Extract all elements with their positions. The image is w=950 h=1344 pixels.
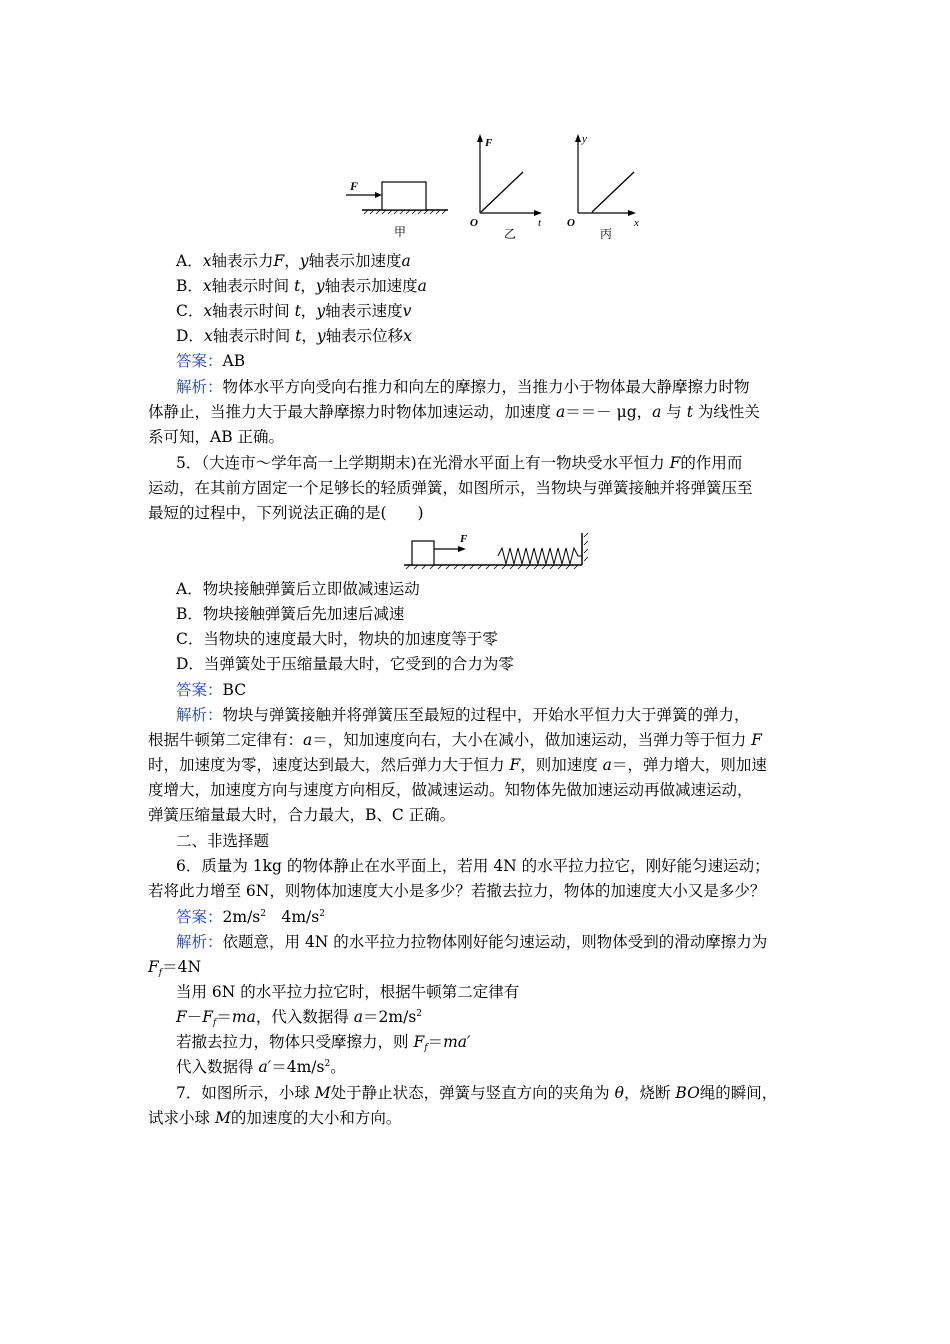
block	[382, 182, 426, 210]
q4-option-d: D．x轴表示时间 t，y轴表示位移x	[176, 327, 412, 345]
figure-jia	[346, 179, 448, 239]
q5-option-b: B．物块接触弹簧后先加速后减速	[176, 605, 405, 623]
axis-label-t: t	[538, 217, 542, 229]
line-graph-bing	[592, 172, 634, 212]
q5-answer: 答案：BC	[176, 681, 247, 699]
q6-stem-line-1: 6．质量为 1kg 的物体静止在水平面上，若用 4N 的水平拉力拉它，刚好能匀速运动；	[176, 857, 770, 875]
force-label: F	[350, 179, 359, 193]
q5-analysis-line-4: 度增大，加速度方向与速度方向相反，做减速运动。知物体先做加速运动再做减速运动，	[148, 781, 753, 799]
q6-analysis-line-1: 解析：依题意，用 4N 的水平拉力拉物体刚好能匀速运动，则物体受到的滑动摩擦力为	[176, 933, 768, 951]
line-graph-yi	[481, 172, 523, 212]
q5-analysis-line-3: 时，加速度为零，速度达到最大，然后弹力大于恒力 F，则加速度 a＝，弹力增大，则加速	[148, 756, 767, 774]
q6-answer: 答案：$2m/s^2$ $4m/s^2$	[176, 908, 325, 926]
q5-option-d: D．当弹簧处于压缩量最大时，它受到的合力为零	[176, 655, 514, 673]
q7-stem-line-1: 7．如图所示，小球 M处于静止状态，弹簧与竖直方向的夹角为 θ，烧断 BO绳的瞬间，	[176, 1084, 778, 1102]
q4-answer: 答案：AB	[176, 352, 246, 370]
q5-option-a: A．物块接触弹簧后立即做减速运动	[176, 580, 420, 598]
axis-label-y: y	[582, 133, 587, 145]
origin-label: O	[470, 217, 478, 229]
q4-option-c: C．x轴表示时间 t，y轴表示速度v	[176, 302, 412, 320]
origin-label: O	[567, 217, 575, 229]
q5-option-c: C．当物块的速度最大时，物块的加速度等于零	[176, 630, 498, 648]
q6-analysis-line-2: $F_f=4N$	[148, 958, 202, 978]
q6-analysis-line-5: 若撤去拉力，物体只受摩擦力，则 $F_f=ma'$	[176, 1033, 471, 1053]
q6-stem-line-2: 若将此力增至 6N，则物体加速度大小是多少？若撤去拉力，物体的加速度大小又是多少？	[148, 882, 766, 900]
block	[412, 541, 434, 565]
q5-analysis-line-5: 弹簧压缩量最大时，合力最大，B、C 正确。	[148, 806, 456, 824]
figure-yi	[470, 134, 542, 241]
caption-bing: 丙	[600, 227, 613, 241]
q6-analysis-line-3: 当用 6N 的水平拉力拉它时，根据牛顿第二定律有	[176, 983, 520, 1001]
q5-analysis-line-1: 解析：物块与弹簧接触并将弹簧压至最短的过程中，开始水平恒力大于弹簧的弹力，	[176, 706, 750, 724]
caption-yi: 乙	[504, 227, 517, 241]
q6-analysis-line-4: $F-F_f=ma$，代入数据得 $a=2m/s^2$	[176, 1008, 423, 1028]
q5-stem-line-1: 5．（大连市～学年高一上学期期末)在光滑水平面上有一物块受水平恒力 F的作用而	[176, 454, 743, 472]
axis-label-x: x	[634, 217, 639, 229]
q5-stem-line-3: 最短的过程中，下列说法正确的是( )	[148, 504, 424, 522]
q5-analysis-line-2: 根据牛顿第二定律有：a＝，知加速度向右，大小在减小，做加速运动，当弹力等于恒力 F	[148, 731, 762, 749]
q5-stem-line-2: 运动，在其前方固定一个足够长的轻质弹簧，如图所示，当物块与弹簧接触并将弹簧压至	[148, 479, 753, 497]
q4-option-a: A．x轴表示力F，y轴表示加速度a	[176, 252, 411, 270]
axis-label-f: F	[485, 137, 493, 149]
caption-jia: 甲	[394, 225, 407, 239]
figure-block-spring	[398, 529, 588, 573]
figure-force-graphs	[340, 128, 660, 243]
q7-stem-line-2: 试求小球 M的加速度的大小和方向。	[148, 1109, 402, 1127]
q4-option-b: B．x轴表示时间 t，y轴表示加速度a	[176, 277, 427, 295]
q4-analysis-line-2: 体静止，当推力大于最大静摩擦力时物体加速运动，加速度 a＝＝－ μg，a 与 t 为线性关	[148, 403, 760, 421]
q6-analysis-line-6: 代入数据得 $a'=4m/s^2$。	[176, 1058, 346, 1076]
spring	[498, 548, 582, 564]
force-label: F	[460, 533, 468, 545]
q4-analysis-line-1: 解析：物体水平方向受向右推力和向左的摩擦力，当推力小于物体最大静摩擦力时物	[176, 378, 750, 396]
section-title: 二、非选择题	[176, 832, 270, 850]
q4-analysis-line-3: 系可知，AB 正确。	[148, 428, 285, 446]
figure-bing	[567, 133, 639, 241]
